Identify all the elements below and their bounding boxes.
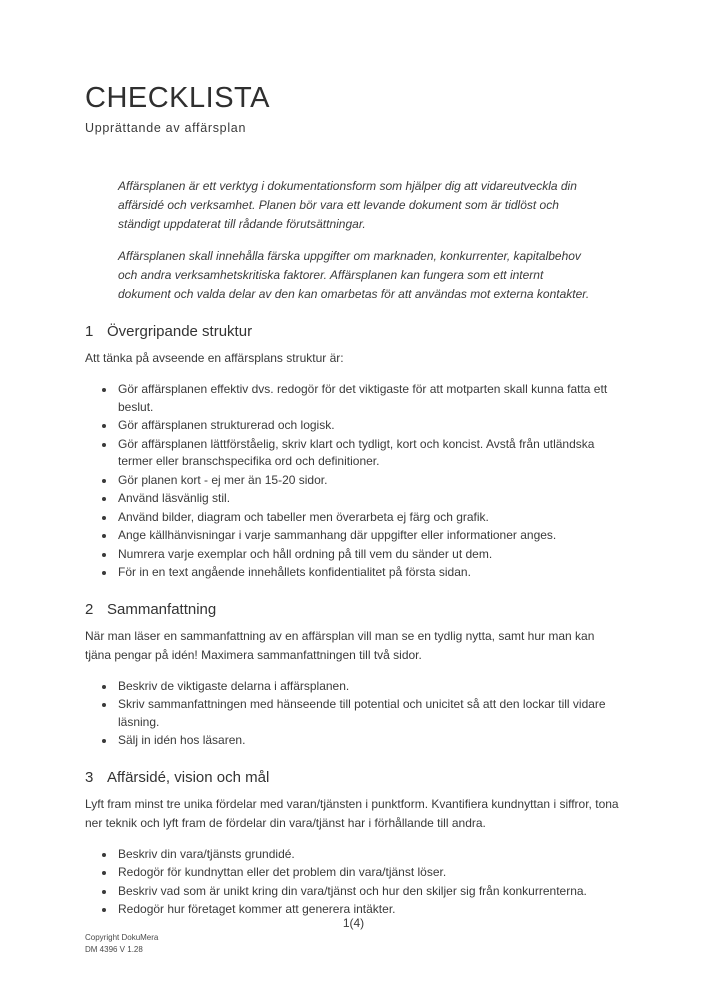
- section-heading: [85, 769, 622, 786]
- section-heading-text: Övergripande struktur: [107, 323, 253, 341]
- list-item: • För in en text angående innehållets konfidentialitet på första sidan.: [116, 564, 622, 582]
- list-item: • Sälj in idén hos läsaren.: [116, 732, 622, 750]
- section-number: 1: [85, 323, 94, 341]
- list-item: • Gör planen kort - ej mer än 15-20 sidor.: [116, 472, 622, 490]
- list-item: • Använd läsvänlig stil.: [116, 490, 622, 508]
- section-intro: När man läser en sammanfattning av en affärsplan vill man se en tydlig nytta, samt hur man kan tjäna pengar på idén! Maximera sammanfattningen till två sidor.: [85, 628, 595, 662]
- bullet-list: [85, 846, 622, 919]
- list-item: • Använd bilder, diagram och tabeller men överarbeta ej färg och grafik.: [116, 509, 622, 527]
- list-item: • Ange källhänvisningar i varje sammanhang där uppgifter eller informationer anges.: [116, 527, 622, 545]
- section-intro: Lyft fram minst tre unika fördelar med varan/tjänsten i punktform. Kvantifiera kundnyttan i siffror, tona ner teknik och lyft fram de fördelar din vara/tjänst har i förhållande till andra.: [85, 796, 619, 830]
- list-item: • Redogör hur företaget kommer att generera intäkter.: [116, 901, 622, 919]
- copyright-block: [85, 932, 158, 955]
- section-heading-text: Affärsidé, vision och mål: [107, 768, 270, 786]
- page-number: 1(4): [342, 916, 365, 930]
- list-item: • Beskriv de viktigaste delarna i affärsplanen.: [116, 678, 622, 696]
- list-item: • Beskriv din vara/tjänsts grundidé.: [116, 846, 622, 864]
- list-item: • Gör affärsplanen effektiv dvs. redogör för det viktigaste för att motparten skall kunna fatta ett beslut.: [116, 381, 622, 416]
- section-number: 3: [85, 768, 94, 786]
- page-title: CHECKLISTA: [85, 82, 270, 114]
- section-number: 2: [85, 600, 94, 618]
- section-sammanfattning: [85, 601, 622, 750]
- list-item: • Redogör för kundnyttan eller det problem din vara/tjänst löser.: [116, 864, 622, 882]
- document-id: DM 4396 V 1.28: [85, 944, 143, 954]
- intro-paragraphs: [118, 177, 592, 304]
- list-item: • Gör affärsplanen lättförståelig, skriv klart och tydligt, kort och koncist. Avstå från utländska termer eller branschspecifika ord och definitioner.: [116, 436, 622, 471]
- bullet-list: [85, 381, 622, 582]
- page-subtitle: Upprättande av affärsplan: [85, 121, 247, 136]
- bullet-list: [85, 678, 622, 750]
- section-heading-text: Sammanfattning: [107, 600, 217, 618]
- intro-paragraph: Affärsplanen skall innehålla färska uppgifter om marknaden, konkurrenter, kapitalbehov och andra verksamhetskritiska faktorer. Affärsplanen kan fungera som ett internt dokument och valda delar av den kan omarbetas för att användas mot externa kontakter.: [118, 249, 590, 302]
- intro-paragraph: Affärsplanen är ett verktyg i dokumentationsform som hjälper dig att vidareutveckla din affärsidé och verksamhet. Planen bör vara ett levande dokument som är tidlöst och ständigt uppdaterat till rådande förutsättningar.: [118, 179, 577, 232]
- list-item: • Numrera varje exemplar och håll ordning på till vem du sänder ut dem.: [116, 546, 622, 564]
- section-affarside-vision-mal: [85, 769, 622, 919]
- section-heading: [85, 323, 622, 340]
- copyright-line: Copyright DokuMera: [85, 933, 159, 942]
- section-overgripande-struktur: [85, 323, 622, 582]
- list-item: • Beskriv vad som är unikt kring din vara/tjänst och hur den skiljer sig från konkurrenterna.: [116, 883, 622, 901]
- list-item: • Skriv sammanfattningen med hänseende till potential och unicitet så att den lockar till vidare läsning.: [116, 696, 622, 731]
- list-item: • Gör affärsplanen strukturerad och logisk.: [116, 417, 622, 435]
- section-heading: [85, 601, 622, 618]
- section-intro: Att tänka på avseende en affärsplans struktur är:: [85, 351, 344, 366]
